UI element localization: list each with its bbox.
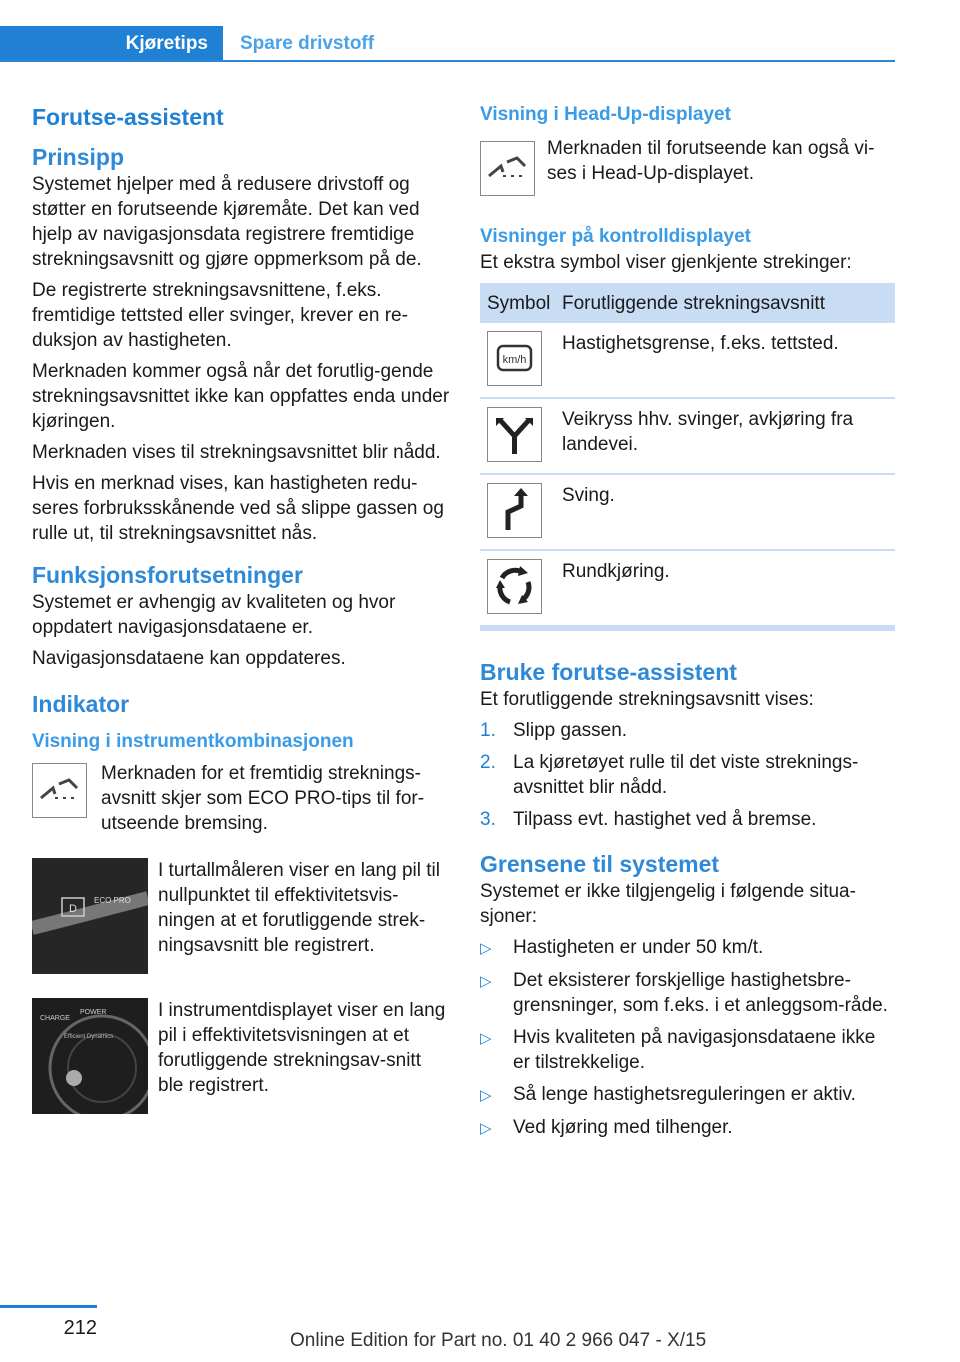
subheading-kontrolldisplay: Visninger på kontrolldisplayet	[480, 226, 751, 247]
heading-grenser: Grensene til systemet	[480, 851, 720, 877]
step-number: 1.	[480, 720, 496, 741]
list-text: Så lenge hastighetsreguleringen er aktiv.	[513, 1084, 856, 1105]
heading-indikator: Indikator	[32, 691, 130, 717]
page-title: Forutse-assistent	[32, 104, 224, 130]
paragraph: Systemet er avhengig av kvaliteten og hvor oppdatert navigasjonsdataene er.	[32, 592, 396, 638]
heading-prinsipp: Prinsipp	[32, 144, 125, 170]
subheading-instrument: Visning i instrumentkombinasjonen	[32, 731, 354, 752]
step-text: La kjøretøyet rulle til det viste streknings‐avsnittet blir nådd.	[513, 752, 859, 798]
triangle-bullet-icon: ▷	[480, 973, 492, 990]
table-header: Symbol	[480, 283, 555, 323]
symbol-table	[480, 283, 895, 627]
table-row	[480, 323, 895, 398]
roundabout-icon	[487, 559, 542, 614]
step-text: Slipp gassen.	[513, 720, 628, 741]
table-cell: Sving.	[555, 474, 895, 550]
heading-funksjon: Funksjonsforutsetninger	[32, 562, 303, 588]
tab-kjoretips[interactable]: Kjøretips	[0, 26, 223, 62]
step-number: 3.	[480, 809, 496, 830]
subheading-hud: Visning i Head-Up-displayet	[480, 104, 731, 125]
table-cell: Veikryss hhv. svinger, avkjøring fra landevei.	[555, 398, 895, 474]
figure-eco-hint	[32, 761, 450, 836]
power-label: POWER	[80, 1009, 107, 1016]
table-cell: Rundkjøring.	[555, 550, 895, 626]
triangle-bullet-icon: ▷	[480, 1030, 492, 1047]
page-number: 212	[63, 1317, 97, 1339]
junction-icon	[487, 407, 542, 462]
eco-pro-label: ECO PRO	[94, 896, 131, 905]
table-header-row	[480, 283, 895, 323]
page-header	[0, 0, 960, 62]
tab-spare-drivstoff[interactable]: Spare drivstoff	[240, 33, 375, 54]
list-text: Det eksisterer forskjellige hastighetsbre‐grensninger, som f.eks. i et anleggsom‐råde.	[513, 970, 888, 1016]
list-item	[480, 750, 895, 800]
step-number: 2.	[480, 752, 496, 773]
header-rule	[0, 60, 895, 62]
kmh-label: km/h	[502, 354, 527, 366]
triangle-bullet-icon: ▷	[480, 1087, 492, 1104]
right-column	[480, 102, 895, 1148]
figure-text: Merknaden til forutseende kan også vi‐ses i Head-Up-displayet.	[547, 138, 875, 184]
paragraph: Navigasjonsdataene kan oppdateres.	[32, 648, 346, 669]
list-item	[480, 1082, 895, 1108]
heading-bruke: Bruke forutse-assistent	[480, 659, 737, 685]
steps-list	[480, 718, 895, 832]
figure-rev-counter	[32, 858, 450, 974]
list-item	[480, 1115, 895, 1141]
paragraph: Systemet er ikke tilgjengelig i følgende situa‐sjoner:	[480, 881, 856, 927]
list-text: Hvis kvaliteten på navigasjonsdataene ikke er tilstrekkelige.	[513, 1027, 876, 1073]
table-row	[480, 398, 895, 474]
paragraph: Et forutliggende strekningsavsnitt vises:	[480, 689, 814, 710]
gear-d-label: D	[69, 903, 77, 915]
triangle-bullet-icon: ▷	[480, 940, 492, 957]
table-cell: Hastighetsgrense, f.eks. tettsted.	[555, 323, 895, 398]
paragraph: Et ekstra symbol viser gjenkjente strekinger:	[480, 252, 852, 273]
list-text: Hastigheten er under 50 km/t.	[513, 937, 764, 958]
list-item	[480, 718, 895, 743]
triangle-bullet-icon: ▷	[480, 1120, 492, 1137]
charge-label: CHARGE	[40, 1015, 70, 1022]
anticipation-warning-icon	[32, 763, 87, 818]
paragraph: Merknaden vises til strekningsavsnittet blir nådd.	[32, 442, 441, 463]
list-item	[480, 968, 895, 1018]
online-edition-note: Online Edition for Part no. 01 40 2 966 047 - X/15	[290, 1330, 707, 1351]
list-item	[480, 1025, 895, 1075]
paragraph: De registrerte strekningsavsnittene, f.eks. fremtidige tettsted eller svinger, krever en re‐duksjon av hastigheten.	[32, 280, 408, 351]
list-text: Ved kjøring med tilhenger.	[513, 1117, 733, 1138]
table-row	[480, 550, 895, 626]
list-item	[480, 807, 895, 832]
figure-instrument-display	[32, 998, 450, 1114]
limits-list	[480, 935, 895, 1141]
paragraph: Merknaden kommer også når det forutlig‐gende strekningsavsnittet ikke kan oppfattes enda under kjøringen.	[32, 361, 450, 432]
figure-text: I turtallmåleren viser en lang pil til nullpunktet til effektivitetsvis‐ningen at et forutliggende strek‐ningsavsnitt ble registrert.	[158, 860, 440, 956]
rev-counter-photo	[32, 858, 148, 974]
speed-limit-kmh-icon	[487, 331, 542, 386]
paragraph: Hvis en merknad vises, kan hastigheten redu‐seres forbruksskånende ved så slippe gassen og rulle ut, til strekningsavsnittet nås.	[32, 473, 444, 544]
table-row	[480, 474, 895, 550]
curve-icon	[487, 483, 542, 538]
paragraph: Systemet hjelper med å redusere drivstoff og støtter en forutseende kjøremåte. Det kan ved hjelp av navigasjonsdata registrere fremtidige strekningsavsnitt og gjøre oppmerksom på de.	[32, 174, 422, 270]
instrument-display-photo	[32, 998, 148, 1114]
footer-rule	[0, 1305, 97, 1308]
list-item	[480, 935, 895, 961]
left-column	[32, 102, 450, 1114]
anticipation-warning-icon	[480, 141, 535, 196]
efficient-dynamics-label: Efficient Dynamics	[64, 1034, 114, 1040]
figure-text: I instrumentdisplayet viser en lang pil i effektivitetsvisningen at et forutliggende strekningsav‐snitt ble registrert.	[158, 1000, 446, 1096]
figure-hud	[480, 136, 895, 196]
step-text: Tilpass evt. hastighet ved å bremse.	[513, 809, 817, 830]
table-header: Forutliggende strekningsavsnitt	[555, 283, 895, 323]
figure-text: Merknaden for et fremtidig streknings‐avsnitt skjer som ECO PRO-tips til for‐utseende bremsing.	[101, 763, 425, 834]
